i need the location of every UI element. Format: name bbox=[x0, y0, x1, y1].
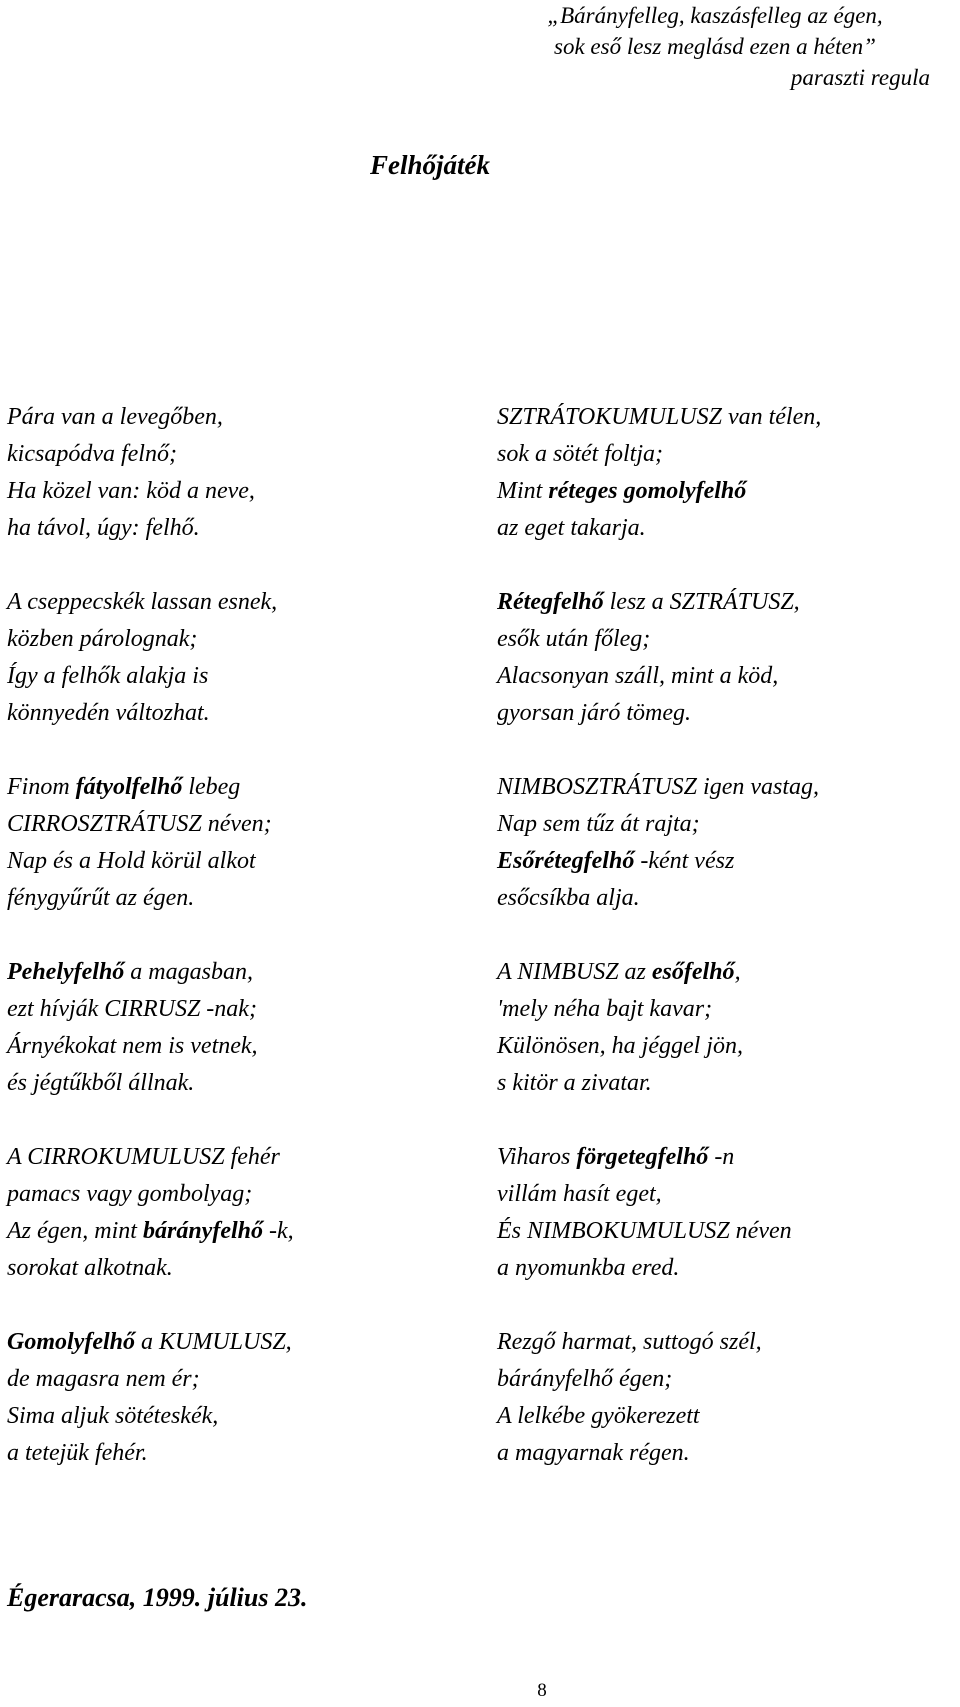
line-text: -ként vész bbox=[634, 848, 735, 874]
line-text: fénygyűrűt az égen. bbox=[7, 885, 195, 911]
line-text: pamacs vagy gombolyag; bbox=[7, 1181, 253, 1207]
stanza bbox=[7, 1139, 447, 1287]
line-text: lebeg bbox=[182, 774, 241, 800]
poem-line bbox=[497, 806, 937, 843]
poem-line bbox=[7, 695, 447, 732]
poem-line bbox=[7, 769, 447, 806]
line-text: de magasra nem ér; bbox=[7, 1366, 200, 1392]
line-text: gyorsan járó tömeg. bbox=[497, 700, 691, 726]
stanza bbox=[497, 1324, 937, 1472]
line-text: villám hasít eget, bbox=[497, 1181, 662, 1207]
poem-line bbox=[497, 510, 937, 547]
page-number: 8 bbox=[537, 1680, 547, 1701]
poem-line bbox=[7, 1028, 447, 1065]
line-text: A lelkébe gyökerezett bbox=[497, 1403, 700, 1429]
stanza bbox=[7, 399, 447, 547]
poem-line bbox=[497, 1213, 937, 1250]
poem-line bbox=[497, 436, 937, 473]
poem-line bbox=[497, 1139, 937, 1176]
motto-line-1: „Bárányfelleg, kaszásfelleg az égen, bbox=[547, 3, 883, 28]
poem-line bbox=[497, 1324, 937, 1361]
motto-line-2: sok eső lesz meglásd ezen a héten” bbox=[554, 34, 876, 59]
stanza bbox=[497, 1139, 937, 1287]
line-text: Pára van a levegőben, bbox=[7, 404, 223, 430]
line-text: a nyomunkba ered. bbox=[497, 1255, 680, 1281]
stanza bbox=[7, 1324, 447, 1472]
cloud-term: bárányfelhő bbox=[142, 1218, 263, 1244]
poem-line bbox=[7, 621, 447, 658]
poem-line bbox=[7, 436, 447, 473]
poem-line bbox=[497, 621, 937, 658]
poem-line bbox=[7, 1139, 447, 1176]
line-text: SZTRÁTOKUMULUSZ van télen, bbox=[497, 404, 822, 430]
poem-line bbox=[497, 843, 937, 880]
line-text: a magyarnak régen. bbox=[497, 1440, 690, 1466]
line-text: És NIMBOKUMULUSZ néven bbox=[497, 1218, 792, 1244]
poem-line bbox=[7, 880, 447, 917]
line-text: Viharos bbox=[497, 1144, 577, 1170]
left-column bbox=[7, 399, 447, 1509]
poem-title: Felhőjáték bbox=[370, 150, 490, 180]
line-text: Az égen, mint bbox=[7, 1218, 143, 1244]
poem-line bbox=[497, 584, 937, 621]
line-text: A cseppecskék lassan esnek, bbox=[7, 589, 278, 615]
signature-date: Égeraracsa, 1999. július 23. bbox=[7, 1583, 308, 1612]
poem-line bbox=[7, 806, 447, 843]
poem-line bbox=[7, 1065, 447, 1102]
poem-line bbox=[7, 1361, 447, 1398]
poem-line bbox=[497, 658, 937, 695]
poem-line bbox=[7, 843, 447, 880]
line-text: 'mely néha bajt kavar; bbox=[497, 996, 713, 1022]
cloud-term: Gomolyfelhő bbox=[7, 1329, 135, 1355]
line-text: a KUMULUSZ, bbox=[134, 1329, 292, 1355]
stanza bbox=[497, 769, 937, 917]
poem-line bbox=[497, 880, 937, 917]
poem-line bbox=[7, 1398, 447, 1435]
line-text: sok a sötét foltja; bbox=[497, 441, 663, 467]
cloud-term: réteges gomolyfelhő bbox=[548, 478, 747, 504]
poem-line bbox=[7, 399, 447, 436]
line-text: s kitör a zivatar. bbox=[497, 1070, 652, 1096]
poem-line bbox=[497, 695, 937, 732]
poem-line bbox=[7, 1435, 447, 1472]
stanza bbox=[7, 954, 447, 1102]
line-text: Sima aljuk sötéteskék, bbox=[7, 1403, 219, 1429]
poem-line bbox=[497, 1250, 937, 1287]
line-text: lesz a SZTRÁTUSZ, bbox=[603, 589, 800, 615]
poem-line bbox=[497, 991, 937, 1028]
poem-line bbox=[497, 1398, 937, 1435]
line-text: Különösen, ha jéggel jön, bbox=[497, 1033, 743, 1059]
line-text: ha távol, úgy: felhő. bbox=[7, 515, 200, 541]
poem-line bbox=[7, 1213, 447, 1250]
line-text: közben párolognak; bbox=[7, 626, 198, 652]
poem-line bbox=[7, 1176, 447, 1213]
poem-line bbox=[7, 658, 447, 695]
line-text: , bbox=[734, 959, 741, 985]
line-text: -k, bbox=[262, 1218, 294, 1244]
poem-line bbox=[7, 954, 447, 991]
line-text: a tetejük fehér. bbox=[7, 1440, 148, 1466]
line-text: Finom bbox=[7, 774, 76, 800]
line-text: NIMBOSZTRÁTUSZ igen vastag, bbox=[497, 774, 820, 800]
stanza bbox=[7, 584, 447, 732]
motto bbox=[500, 0, 930, 93]
line-text: Nap és a Hold körül alkot bbox=[7, 848, 256, 874]
poem-line bbox=[7, 510, 447, 547]
line-text: A NIMBUSZ az bbox=[497, 959, 652, 985]
line-text: A CIRROKUMULUSZ fehér bbox=[7, 1144, 280, 1170]
cloud-term: Pehelyfelhő bbox=[7, 959, 125, 985]
poem-line bbox=[7, 1250, 447, 1287]
cloud-term: Rétegfelhő bbox=[497, 589, 604, 615]
line-text: esők után főleg; bbox=[497, 626, 651, 652]
line-text: sorokat alkotnak. bbox=[7, 1255, 173, 1281]
right-column bbox=[497, 399, 937, 1509]
line-text: a magasban, bbox=[124, 959, 253, 985]
line-text: Rezgő harmat, suttogó szél, bbox=[497, 1329, 762, 1355]
line-text: esőcsíkba alja. bbox=[497, 885, 640, 911]
line-text: Alacsonyan száll, mint a köd, bbox=[497, 663, 779, 689]
poem-line bbox=[497, 1361, 937, 1398]
stanza bbox=[7, 769, 447, 917]
poem-line bbox=[7, 473, 447, 510]
poem-line bbox=[497, 1176, 937, 1213]
stanza bbox=[497, 399, 937, 547]
poem-line bbox=[497, 399, 937, 436]
line-text: Ha közel van: köd a neve, bbox=[7, 478, 255, 504]
line-text: Mint bbox=[497, 478, 549, 504]
stanza bbox=[497, 584, 937, 732]
line-text: bárányfelhő égen; bbox=[497, 1366, 673, 1392]
line-text: az eget takarja. bbox=[497, 515, 646, 541]
line-text: ezt hívják CIRRUSZ -nak; bbox=[7, 996, 257, 1022]
cloud-term: förgetegfelhő bbox=[576, 1144, 709, 1170]
poem-line bbox=[497, 769, 937, 806]
poem-line bbox=[497, 1435, 937, 1472]
poem-line bbox=[497, 954, 937, 991]
line-text: Nap sem tűz át rajta; bbox=[497, 811, 700, 837]
poem-line bbox=[7, 991, 447, 1028]
poem-line bbox=[7, 1324, 447, 1361]
poem-line bbox=[497, 1065, 937, 1102]
line-text: könnyedén változhat. bbox=[7, 700, 210, 726]
poem-line bbox=[7, 584, 447, 621]
cloud-term: esőfelhő bbox=[651, 959, 735, 985]
cloud-term: Esőrétegfelhő bbox=[497, 848, 635, 874]
line-text: -n bbox=[708, 1144, 735, 1170]
line-text: és jégtűkből állnak. bbox=[7, 1070, 195, 1096]
poem-line bbox=[497, 473, 937, 510]
stanza bbox=[497, 954, 937, 1102]
poem-line bbox=[497, 1028, 937, 1065]
line-text: kicsapódva felnő; bbox=[7, 441, 177, 467]
line-text: CIRROSZTRÁTUSZ néven; bbox=[7, 811, 272, 837]
line-text: Így a felhők alakja is bbox=[7, 663, 209, 689]
line-text: Árnyékokat nem is vetnek, bbox=[7, 1033, 258, 1059]
cloud-term: fátyolfelhő bbox=[75, 774, 183, 800]
motto-attribution: paraszti regula bbox=[790, 65, 930, 90]
